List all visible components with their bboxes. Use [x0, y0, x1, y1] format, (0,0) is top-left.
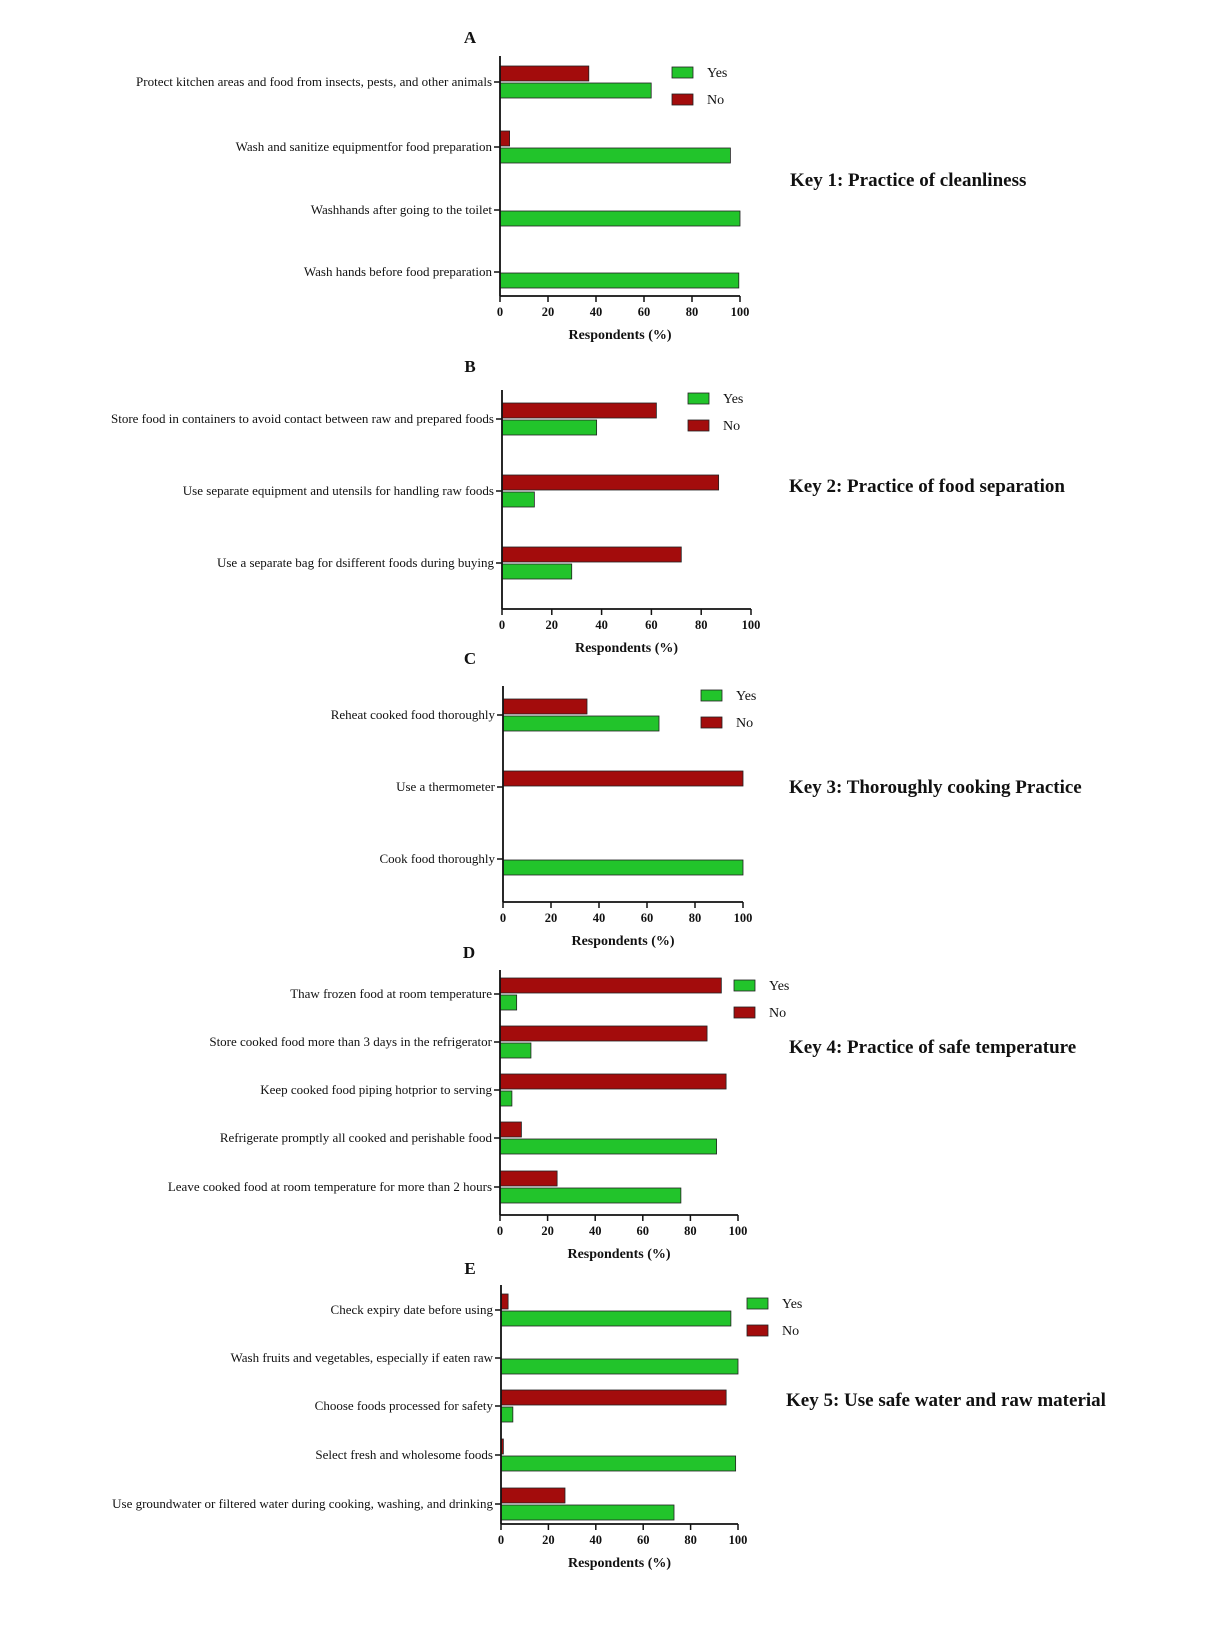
category-label: Cook food thoroughly — [379, 851, 495, 866]
chart-panel-c — [331, 649, 1082, 949]
bar-yes — [501, 1505, 674, 1520]
bar-no — [500, 1026, 707, 1041]
legend-label-yes: Yes — [707, 66, 728, 81]
key-title: Key 3: Thoroughly cooking Practice — [789, 777, 1082, 798]
category-label: Use a separate bag for dsifferent foods during buying — [216, 555, 494, 570]
bar-yes — [501, 1456, 736, 1471]
chart-panel-e — [112, 1259, 1106, 1571]
bar-yes — [500, 1043, 531, 1058]
category-label: Check expiry date before using — [330, 1302, 493, 1317]
bar-yes — [501, 1311, 731, 1326]
x-tick-label: 60 — [636, 1224, 650, 1238]
panel-label: E — [464, 1259, 476, 1278]
bar-no — [500, 1074, 726, 1089]
x-tick-label: 40 — [588, 1224, 602, 1238]
bar-no — [501, 1390, 726, 1405]
category-label: Use separate equipment and utensils for handling raw foods — [182, 483, 494, 498]
key-title: Key 1: Practice of cleanliness — [790, 170, 1027, 191]
x-tick-label: 20 — [541, 305, 555, 319]
x-tick-label: 80 — [685, 305, 699, 319]
x-tick-label: 20 — [541, 1224, 554, 1238]
x-tick-label: 40 — [589, 305, 603, 319]
legend-label-yes: Yes — [723, 392, 744, 407]
bar-no — [502, 403, 656, 418]
legend-label-yes: Yes — [769, 979, 790, 994]
x-axis-label: Respondents (%) — [567, 1556, 672, 1571]
x-axis-label: Respondents (%) — [571, 934, 675, 949]
bar-yes — [503, 860, 743, 875]
bar-no — [500, 1122, 521, 1137]
legend-swatch-no — [734, 1007, 755, 1018]
bar-yes — [502, 492, 534, 507]
bar-yes — [500, 273, 739, 288]
x-tick-label: 20 — [545, 618, 559, 632]
bar-yes — [500, 148, 730, 163]
category-label: Reheat cooked food thoroughly — [330, 707, 495, 722]
chart-panel-b — [111, 357, 1065, 656]
x-tick-label: 40 — [595, 618, 608, 632]
x-tick-label: 100 — [728, 1224, 748, 1238]
legend-swatch-no — [747, 1325, 768, 1336]
bar-yes — [501, 1407, 513, 1422]
key-title: Key 5: Use safe water and raw material — [786, 1390, 1106, 1411]
x-tick-label: 0 — [497, 1533, 505, 1547]
legend-label-no: No — [723, 419, 741, 434]
x-tick-label: 0 — [496, 1224, 504, 1238]
x-tick-label: 80 — [694, 618, 708, 632]
bar-no — [503, 699, 587, 714]
panel-label: C — [463, 649, 477, 668]
legend-swatch-yes — [747, 1298, 768, 1309]
bar-yes — [500, 995, 517, 1010]
category-label: Use a thermometer — [396, 779, 495, 794]
legend-swatch-yes — [688, 393, 709, 404]
bar-yes — [503, 716, 659, 731]
bar-yes — [502, 564, 572, 579]
x-tick-label: 80 — [684, 1533, 697, 1547]
bar-no — [502, 475, 719, 490]
x-tick-label: 20 — [544, 911, 558, 925]
bar-no — [501, 1294, 508, 1309]
category-label: Use groundwater or filtered water during cooking, washing, and drinking — [112, 1496, 493, 1511]
x-tick-label: 60 — [637, 305, 651, 319]
legend-swatch-yes — [701, 690, 722, 701]
x-tick-label: 60 — [645, 618, 658, 632]
bar-no — [503, 771, 743, 786]
legend-swatch-no — [672, 94, 693, 105]
chart-panel-a — [136, 28, 1026, 343]
bar-yes — [500, 1139, 717, 1154]
category-label: Thaw frozen food at room temperature — [290, 986, 492, 1001]
key-title: Key 2: Practice of food separation — [789, 476, 1065, 497]
bar-no — [502, 547, 681, 562]
x-tick-label: 100 — [733, 911, 753, 925]
x-axis-label: Respondents (%) — [568, 328, 672, 343]
x-tick-label: 60 — [636, 1533, 650, 1547]
legend-label-no: No — [782, 1324, 800, 1339]
bar-yes — [500, 1188, 681, 1203]
x-tick-label: 40 — [589, 1533, 603, 1547]
category-label: Select fresh and wholesome foods — [315, 1447, 493, 1462]
category-label: Keep cooked food piping hotprior to serving — [260, 1082, 492, 1097]
category-label: Choose foods processed for safety — [314, 1398, 493, 1413]
legend-label-yes: Yes — [736, 689, 757, 704]
category-label: Wash and sanitize equipmentfor food preparation — [235, 139, 492, 154]
x-tick-label: 100 — [730, 305, 750, 319]
x-tick-label: 40 — [592, 911, 606, 925]
legend-label-no: No — [736, 716, 754, 731]
panel-label: A — [463, 28, 477, 47]
x-tick-label: 60 — [640, 911, 654, 925]
x-tick-label: 100 — [741, 618, 761, 632]
legend-swatch-yes — [672, 67, 693, 78]
legend-label-no: No — [707, 93, 725, 108]
bar-yes — [502, 420, 597, 435]
category-label: Leave cooked food at room temperature for more than 2 hours — [167, 1179, 492, 1194]
legend-label-no: No — [769, 1006, 787, 1021]
legend-label-yes: Yes — [782, 1297, 803, 1312]
bar-no — [501, 1488, 565, 1503]
bar-no — [500, 131, 510, 146]
x-axis-label: Respondents (%) — [574, 641, 679, 656]
category-label: Store food in containers to avoid contact between raw and prepared foods — [110, 411, 494, 426]
x-tick-label: 80 — [684, 1224, 697, 1238]
category-label: Wash fruits and vegetables, especially if eaten raw — [230, 1350, 493, 1365]
x-tick-label: 0 — [499, 911, 507, 925]
x-tick-label: 0 — [498, 618, 506, 632]
legend-swatch-no — [688, 420, 709, 431]
category-label: Washhands after going to the toilet — [310, 202, 492, 217]
x-tick-label: 100 — [728, 1533, 748, 1547]
bar-yes — [500, 211, 740, 226]
category-label: Refrigerate promptly all cooked and perishable food — [219, 1130, 492, 1145]
panel-label: B — [464, 357, 476, 376]
x-tick-label: 0 — [496, 305, 504, 319]
key-title: Key 4: Practice of safe temperature — [789, 1037, 1077, 1058]
category-label: Store cooked food more than 3 days in the refrigerator — [209, 1034, 492, 1049]
legend-swatch-yes — [734, 980, 755, 991]
chart-panel-d — [168, 943, 1076, 1262]
bar-yes — [501, 1359, 738, 1374]
bar-no — [500, 978, 721, 993]
bar-yes — [500, 83, 651, 98]
bar-no — [500, 1171, 557, 1186]
x-tick-label: 80 — [688, 911, 702, 925]
x-axis-label: Respondents (%) — [567, 1247, 671, 1262]
category-label: Wash hands before food preparation — [303, 264, 492, 279]
bar-yes — [500, 1091, 512, 1106]
x-tick-label: 20 — [542, 1533, 555, 1547]
panel-label: D — [462, 943, 476, 962]
bar-no — [500, 66, 589, 81]
category-label: Protect kitchen areas and food from insects, pests, and other animals — [136, 74, 492, 89]
legend-swatch-no — [701, 717, 722, 728]
